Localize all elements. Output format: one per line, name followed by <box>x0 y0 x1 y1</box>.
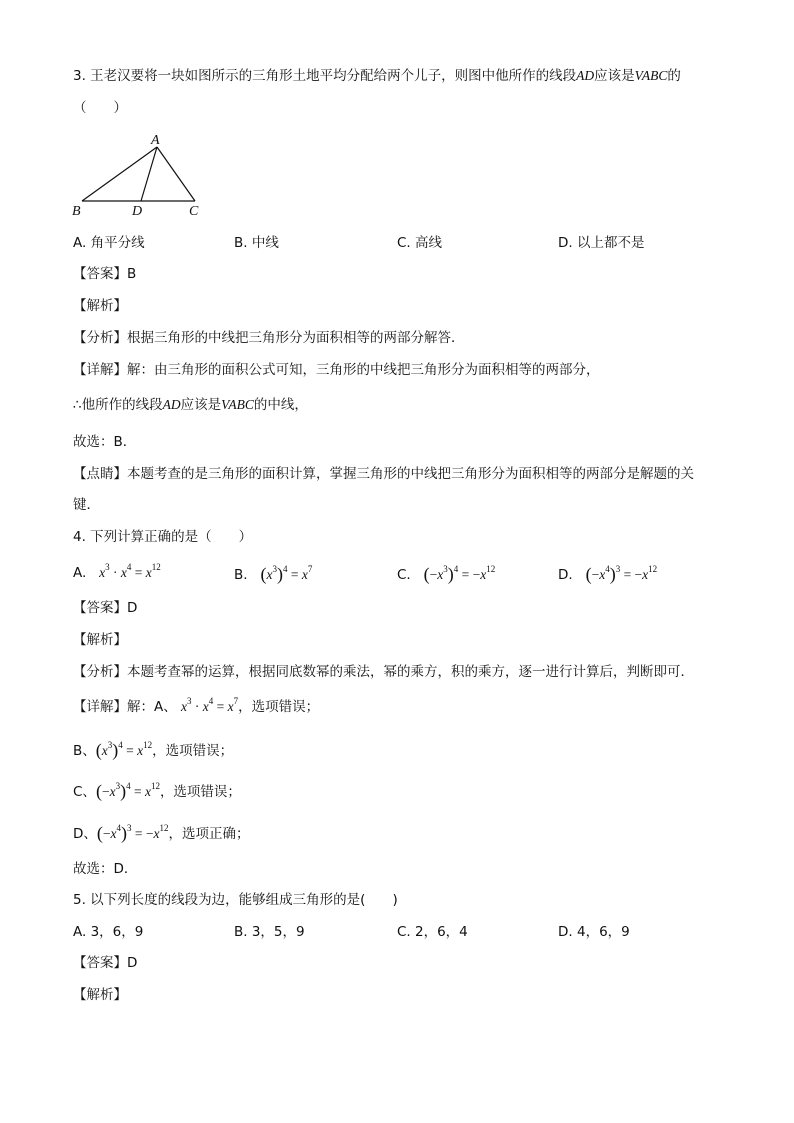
step-label: D、 <box>73 826 97 842</box>
q4-option-c-expr: $(-x^3)^4 = -x^{12}$ <box>423 564 496 584</box>
q3-fenxi <box>73 328 465 348</box>
triangle-figure <box>66 130 216 220</box>
xiangjie-tag: 【详解】 <box>73 362 127 378</box>
q4-option-d-expr: $(-x^4)^3 = -x^{12}$ <box>585 564 658 584</box>
q5-option-b: B. 3，5，9 <box>234 924 305 940</box>
answer-tag: 【答案】 <box>73 266 127 282</box>
q5-option-c: C. 2，6，4 <box>397 924 468 940</box>
q3-option-c: C. 高线 <box>397 235 443 251</box>
answer-tag: 【答案】 <box>73 600 127 616</box>
q4-step-c <box>73 780 241 802</box>
opt-label: C. <box>397 567 411 583</box>
label-a: A <box>151 133 160 148</box>
step-b-expr: $(x^3)^4 = x^{12}$ <box>95 740 153 760</box>
q4-analysis-tag: 【解析】 <box>73 632 127 648</box>
answer-value: D <box>127 955 138 971</box>
triangle-abc: VABC <box>634 68 668 83</box>
label-b: B <box>72 204 81 219</box>
step-a-verdict: ，选项错误； <box>238 699 320 715</box>
segment-ad: AD <box>576 68 595 83</box>
answer-value: D <box>127 600 138 616</box>
q3-answer <box>73 264 136 284</box>
fenxi-tag: 【分析】 <box>73 664 127 680</box>
q4-option-a <box>73 563 161 583</box>
opt-label: D. <box>558 567 573 583</box>
side-ac <box>157 147 195 201</box>
xiangjie-tag: 【详解】 <box>73 699 127 715</box>
xiangjie-text: 解：A、 <box>127 699 177 715</box>
step-label: C、 <box>73 784 96 800</box>
q4-step-b <box>73 739 233 761</box>
q5-option-d: D. 4，6，9 <box>558 924 630 940</box>
fenxi-text: 本题考查幂的运算，根据同底数幂的乘法，幂的乘方，积的乘方，逐一进行计算后，判断即可． <box>127 664 694 680</box>
q4-option-b <box>234 563 312 585</box>
q4-choose: 故选：D． <box>73 861 138 877</box>
step-c-expr: $(-x^3)^4 = x^{12}$ <box>95 781 160 801</box>
q3-choose: 故选：B． <box>73 434 137 450</box>
q5-option-a: A. 3，6，9 <box>73 924 144 940</box>
step-a-expr: $x^3 \cdot x^4 = x^7$ <box>181 696 239 714</box>
segment-ad-line <box>141 147 157 201</box>
q3-option-d: D. 以上都不是 <box>558 235 645 251</box>
therefore-triangle: VABC <box>221 397 254 412</box>
answer-value: B <box>127 266 137 282</box>
q3-stem-post: 的 <box>667 68 681 84</box>
q4-answer <box>73 598 137 618</box>
q3-stem-text: 3. 王老汉要将一块如图所示的三角形土地平均分配给两个儿子，则图中他所作的线段 <box>73 68 577 84</box>
step-label: B、 <box>73 743 96 759</box>
side-ab <box>82 147 157 201</box>
therefore-text: ∴他所作的线段 <box>73 397 163 413</box>
q4-option-a-expr: $x^3 \cdot x^4 = x^{12}$ <box>99 562 161 580</box>
xiangjie-text: 解：由三角形的面积公式可知，三角形的中线把三角形分为面积相等的两部分， <box>127 362 600 378</box>
q3-therefore <box>73 395 308 415</box>
q5-stem: 5. 以下列长度的线段为边，能够组成三角形的是( ) <box>73 892 398 908</box>
q4-xiangjie-a <box>73 697 319 717</box>
therefore-post: 的中线， <box>253 397 308 413</box>
opt-label: A. <box>73 565 87 581</box>
q3-analysis-tag: 【解析】 <box>73 298 127 314</box>
label-d: D <box>132 204 143 219</box>
q3-option-a: A. 角平分线 <box>73 235 145 251</box>
fenxi-tag: 【分析】 <box>73 330 127 346</box>
opt-label: B. <box>234 567 248 583</box>
step-c-verdict: ，选项错误； <box>159 784 241 800</box>
q3-dianjing <box>73 464 694 484</box>
label-c: C <box>189 204 199 219</box>
q4-option-d <box>558 563 657 585</box>
step-d-expr: $(-x^4)^3 = -x^{12}$ <box>96 823 169 843</box>
therefore-segment: AD <box>162 397 181 412</box>
q3-stem-mid: 应该是 <box>594 68 635 84</box>
q3-stem <box>73 66 681 86</box>
q3-xiangjie <box>73 360 600 380</box>
dianjing-text: 本题考查的是三角形的面积计算，掌握三角形的中线把三角形分为面积相等的两部分是解题的关 <box>127 466 694 482</box>
q4-step-d <box>73 822 250 844</box>
q4-option-c <box>397 563 495 585</box>
q3-dianjing-cont: 键． <box>73 497 100 513</box>
q4-stem: 4. 下列计算正确的是（ ） <box>73 529 253 545</box>
step-d-verdict: ，选项正确； <box>168 826 250 842</box>
step-b-verdict: ，选项错误； <box>152 743 234 759</box>
answer-tag: 【答案】 <box>73 955 127 971</box>
q3-paren: （ ） <box>73 100 127 116</box>
q5-answer <box>73 953 137 973</box>
q3-option-b: B. 中线 <box>234 235 279 251</box>
therefore-mid: 应该是 <box>180 397 222 413</box>
q4-fenxi <box>73 662 694 682</box>
q5-analysis-tag: 【解析】 <box>73 987 127 1003</box>
dianjing-tag: 【点睛】 <box>73 466 127 482</box>
fenxi-text: 根据三角形的中线把三角形分为面积相等的两部分解答． <box>127 330 465 346</box>
q4-option-b-expr: $(x^3)^4 = x^7$ <box>260 564 313 584</box>
